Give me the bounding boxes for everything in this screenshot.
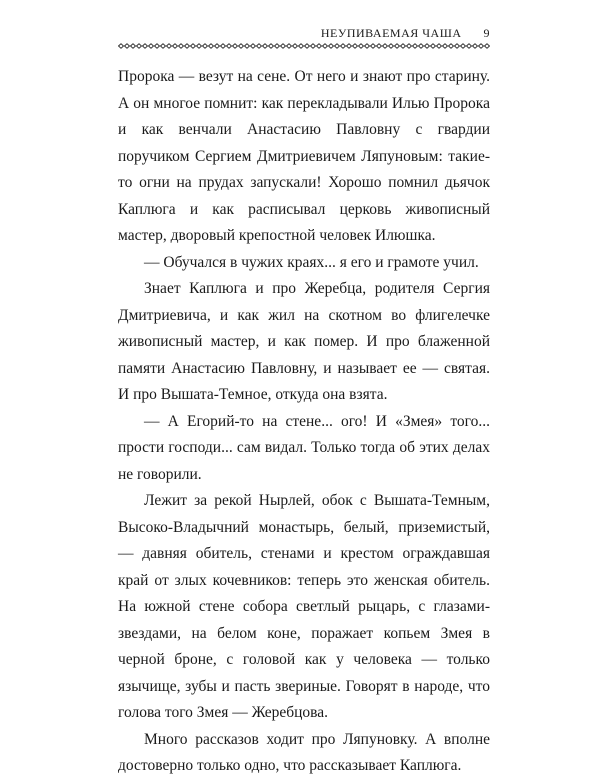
paragraph: Много рассказов ходит про Ляпуновку. А вполне достоверно только одно, что рассказывает Каплюга. — [118, 730, 490, 774]
paragraph: Пророка — везут на сене. От него и знают про старину. А он многое помнит: как перекладывали Илью Пророка и как венчали Анастасию Павловну с гвардии поручиком Сергием Дмитриевичем Ляпуновым: такие-то огни на прудах запускали! Хорошо помнил дьячок Каплюга и как расписывал церковь живописный мастер, дворовый крепостной человек Илюшка. — [118, 68, 490, 244]
running-title: НЕУПИВАЕМАЯ ЧАША — [320, 26, 462, 40]
paragraph: — Обучался в чужих краях... я его и грамоте учил. — [144, 253, 479, 271]
page-number: 9 — [483, 26, 490, 40]
paragraph: Знает Каплюга и про Жеребца, родителя Сергия Дмитриевича, и как жил на скотном во флигелечке живописный мастер, и как помер. И про блаженной памяти Анастасию Павловну, и называет ее — святая. И про Вышата-Темное, откуда она взята. — [118, 280, 490, 403]
paragraph: — А Егорий-то на стене... ого! И «Змея» того... прости господи... сам видал. Только тогда об этих делах не говорили. — [118, 412, 490, 483]
paragraph: Лежит за рекой Нырлей, обок с Вышата-Темным, Высоко-Владычний монастырь, белый, приземистый, — давняя обитель, стенами и крестом ограждавшая край от злых кочевников: теперь это женская обитель. На южной стене собора светлый рыцарь, с глазами-звездами, на белом коне, поражает копьем Змея в черной броне, с головой как у человека — только язычище, зубы и пасть звериные. Говорят в народе, что голова того Змея — Жеребцова. — [118, 492, 490, 721]
body-text — [118, 64, 490, 780]
decorative-rule — [118, 43, 490, 49]
running-header — [118, 26, 490, 41]
